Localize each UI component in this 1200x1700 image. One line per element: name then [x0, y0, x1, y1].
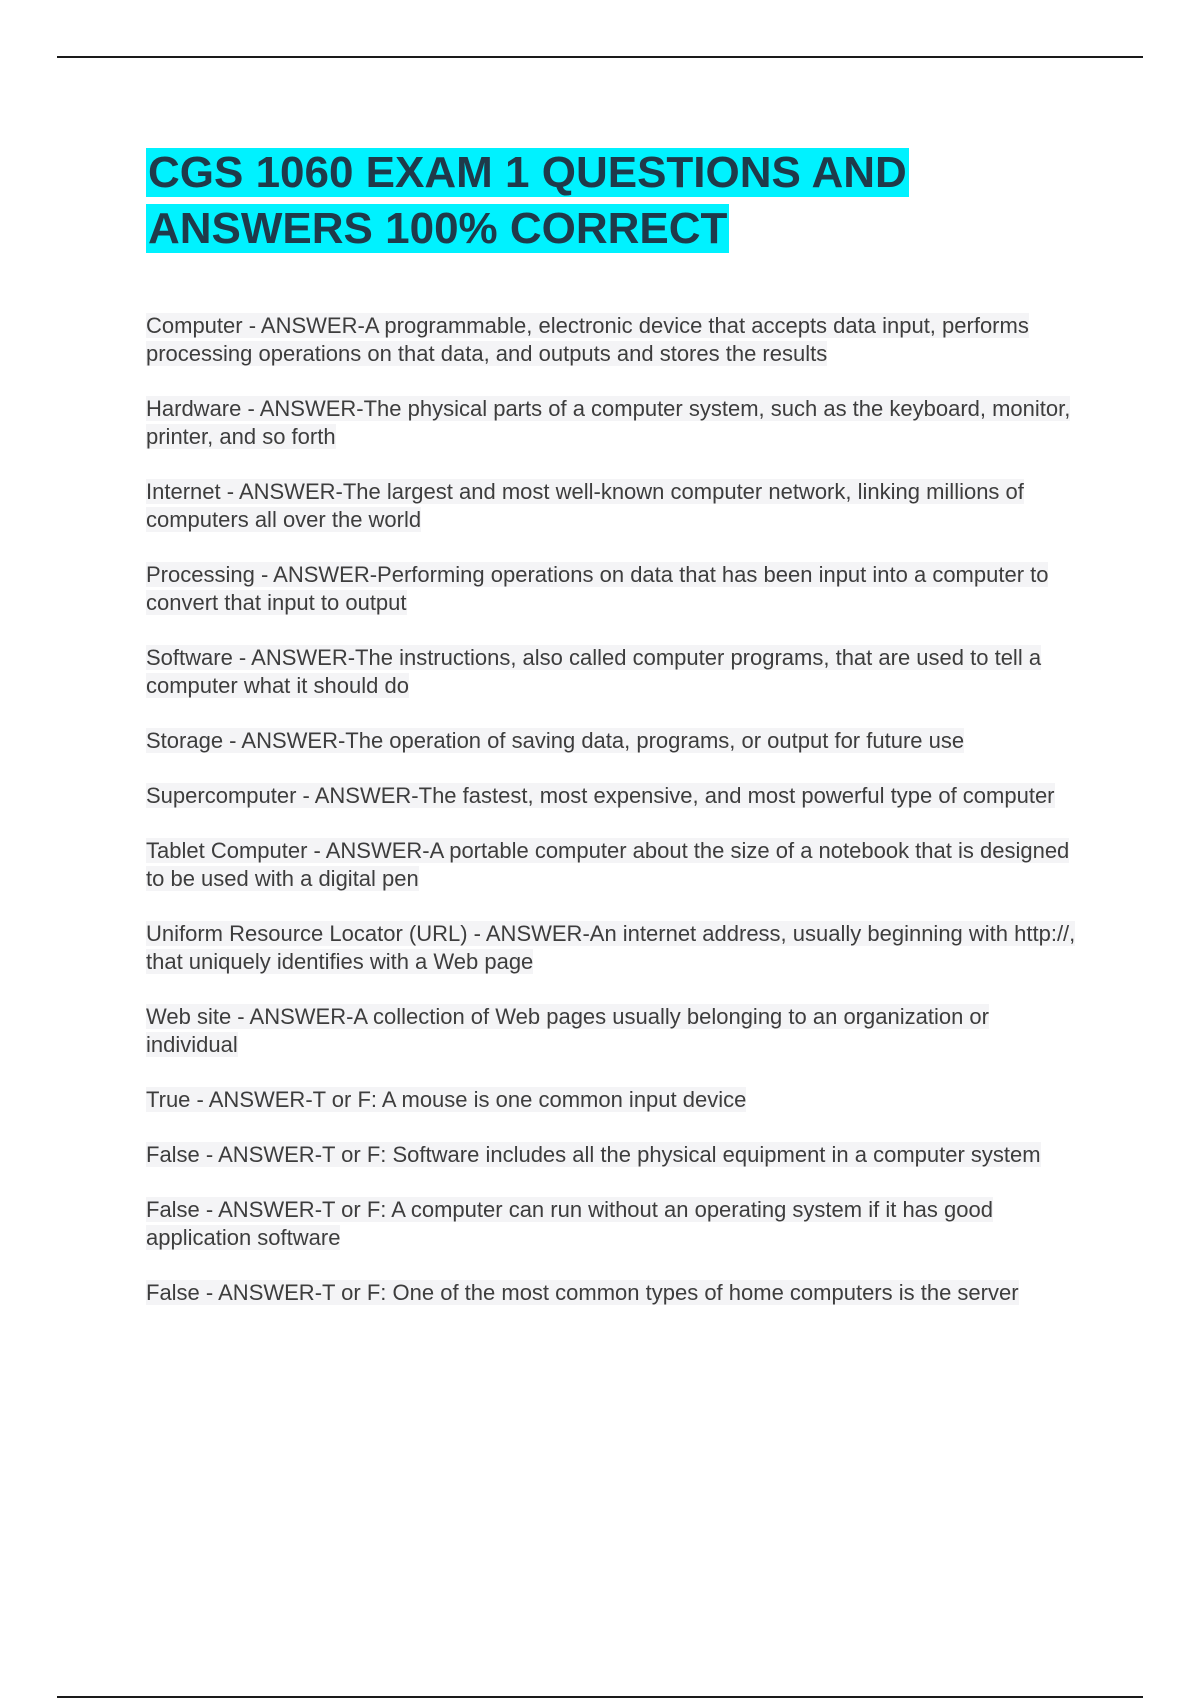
qa-item-hardware: Hardware - ANSWER-The physical parts of a computer system, such as the keyboard, monitor, printer, and so forth [146, 396, 1071, 449]
qa-item-false-software: False - ANSWER-T or F: Software includes all the physical equipment in a computer system [146, 1142, 1041, 1167]
qa-item-web-site: Web site - ANSWER-A collection of Web pages usually belonging to an organization or individual [146, 1004, 989, 1057]
top-rule [57, 56, 1143, 58]
qa-item-false-operating-system: False - ANSWER-T or F: A computer can run without an operating system if it has good application software [146, 1197, 993, 1250]
qa-item-false-server: False - ANSWER-T or F: One of the most common types of home computers is the server [146, 1280, 1019, 1305]
qa-list [146, 312, 1086, 1334]
qa-item-url: Uniform Resource Locator (URL) - ANSWER-An internet address, usually beginning with http://, that uniquely identifies with a Web page [146, 921, 1076, 974]
qa-item-computer: Computer - ANSWER-A programmable, electronic device that accepts data input, performs processing operations on that data, and outputs and stores the results [146, 313, 1029, 366]
qa-item-internet: Internet - ANSWER-The largest and most well-known computer network, linking millions of computers all over the world [146, 479, 1024, 532]
qa-item-storage: Storage - ANSWER-The operation of saving data, programs, or output for future use [146, 728, 965, 753]
qa-item-supercomputer: Supercomputer - ANSWER-The fastest, most expensive, and most powerful type of computer [146, 783, 1055, 808]
bottom-rule [57, 1696, 1143, 1698]
qa-item-true-mouse: True - ANSWER-T or F: A mouse is one common input device [146, 1087, 747, 1112]
title-highlight: CGS 1060 EXAM 1 QUESTIONS AND ANSWERS 100% CORRECT [148, 148, 907, 253]
qa-item-software: Software - ANSWER-The instructions, also called computer programs, that are used to tell a computer what it should do [146, 645, 1042, 698]
qa-item-tablet-computer: Tablet Computer - ANSWER-A portable computer about the size of a notebook that is designed to be used with a digital pen [146, 838, 1070, 891]
qa-item-processing: Processing - ANSWER-Performing operations on data that has been input into a computer to convert that input to output [146, 562, 1049, 615]
document-title [146, 145, 1086, 257]
